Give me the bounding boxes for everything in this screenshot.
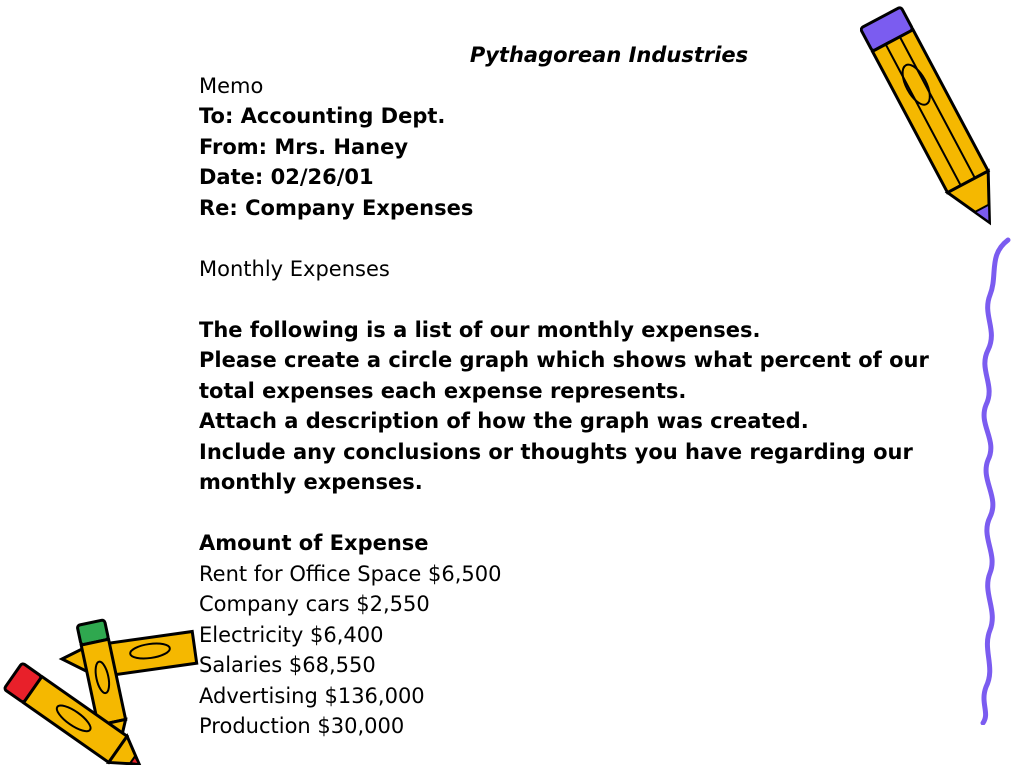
expense-item: Rent for Office Space $6,500	[199, 561, 502, 586]
memo-label: Memo	[199, 73, 264, 98]
instruction-item: The following is a list of our monthly expenses.	[199, 317, 761, 342]
squiggle-line-icon	[968, 235, 1018, 725]
company-name: Pythagorean Industries	[469, 43, 749, 67]
spacer	[199, 284, 979, 315]
instruction-item: Attach a description of how the graph was created.	[199, 409, 809, 433]
expense-item: Electricity $6,400	[199, 622, 384, 647]
memo-from: From: Mrs. Haney	[199, 134, 409, 159]
expense-item: Production $30,000	[199, 714, 405, 738]
expense-item: Company cars $2,550	[199, 592, 430, 616]
pencil-cluster	[0, 615, 210, 765]
memo-re: Re: Company Expenses	[199, 195, 474, 220]
instruction-item: Please create a circle graph which shows what percent of our total expenses each expense represents.	[199, 348, 929, 403]
memo-subject: Monthly Expenses	[199, 256, 390, 281]
expense-item: Advertising $136,000	[199, 683, 425, 708]
memo-to: To: Accounting Dept.	[199, 104, 446, 128]
pencil-icon	[4, 663, 149, 765]
instruction-item: Include any conclusions or thoughts you have regarding our monthly expenses.	[199, 439, 913, 494]
memo-date: Date: 02/26/01	[199, 165, 374, 189]
pencil-icon	[860, 0, 1010, 245]
expense-item: Salaries $68,550	[199, 653, 376, 677]
spacer	[199, 498, 979, 529]
expense-heading: Amount of Expense	[199, 531, 429, 555]
